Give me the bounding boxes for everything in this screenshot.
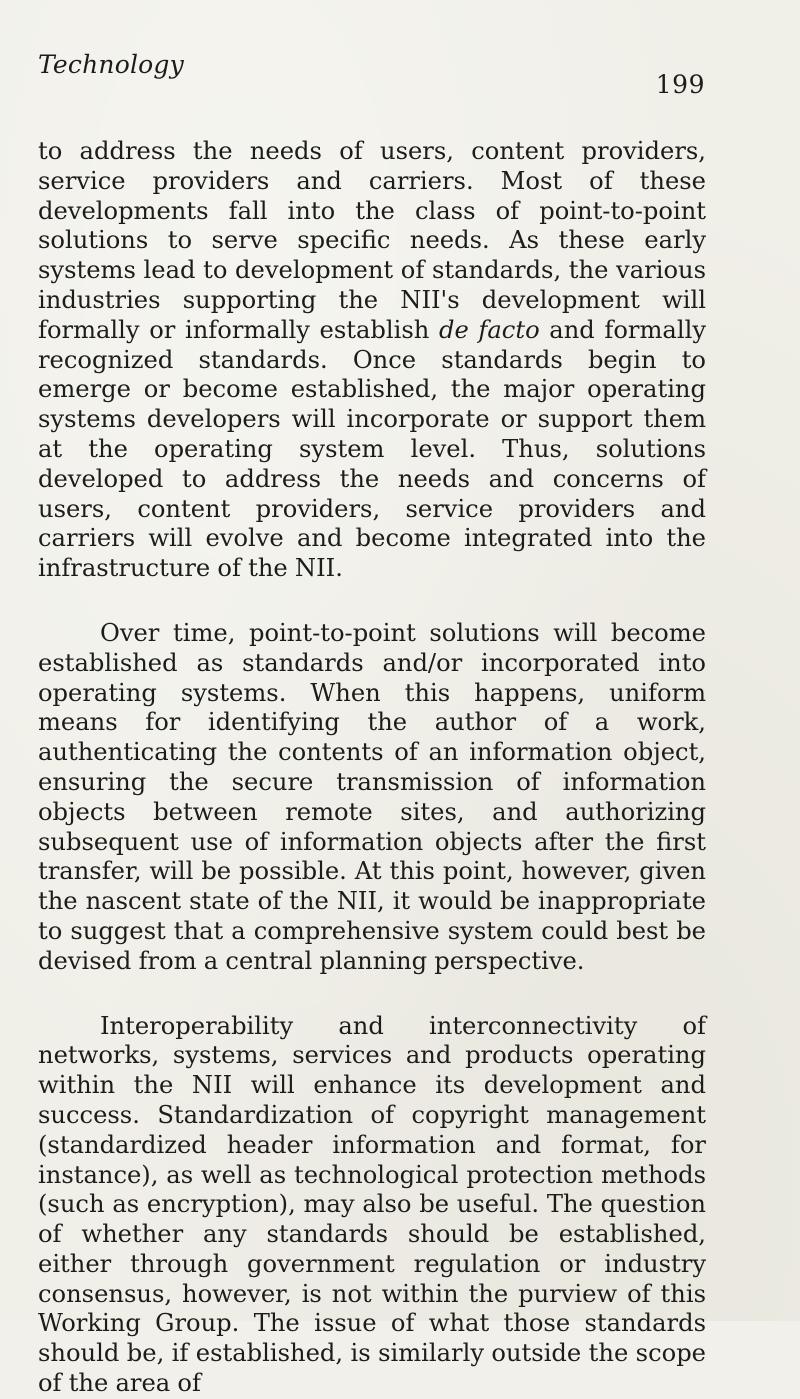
paragraph-3: Interoperability and interconnectivity of networks, systems, services and products operating within the NII will enhance its development and success. Standardization of copyright management (standardized header information and format, for instance), as well as technological protection methods (such as encryption), may also be useful. The question of whether any standards should be established, either through government regulation or industry consensus, however, is not within the purview of this Working Group. The issue of what those standards should be, if established, is similarly outside the scope of the area of [38, 1011, 706, 1398]
paragraph-1 [38, 137, 706, 584]
paragraph-1-emphasis: de facto [438, 315, 540, 344]
running-head-title: Technology [38, 50, 184, 79]
body-text [38, 137, 706, 1399]
paragraph-1-end: and formally recognized standards. Once standards begin to emerge or become established, the major operating systems developers will incorporate or support them at the operating system level. Thus, solutions developed to address the needs and concerns of users, content providers, service providers and carriers will evolve and become integrated into the infrastructure of the NII. [38, 315, 706, 583]
paragraph-1-start: to address the needs of users, content providers, service providers and carriers. Most of these developments fall into the class of point-to-point solutions to serve specific needs. As these early systems lead to development of standards, the various industries supporting the NII's development will formally or informally establish [38, 137, 706, 344]
page-number: 199 [655, 70, 705, 99]
paragraph-2: Over time, point-to-point solutions will become established as standards and/or incorporated into operating systems. When this happens, uniform means for identifying the author of a work, authenticating the contents of an information object, ensuring the secure transmission of information objects between remote sites, and authorizing subsequent use of information objects after the first transfer, will be possible. At this point, however, given the nascent state of the NII, it would be inappropriate to suggest that a comprehensive system could best be devised from a central planning perspective. [38, 618, 706, 975]
